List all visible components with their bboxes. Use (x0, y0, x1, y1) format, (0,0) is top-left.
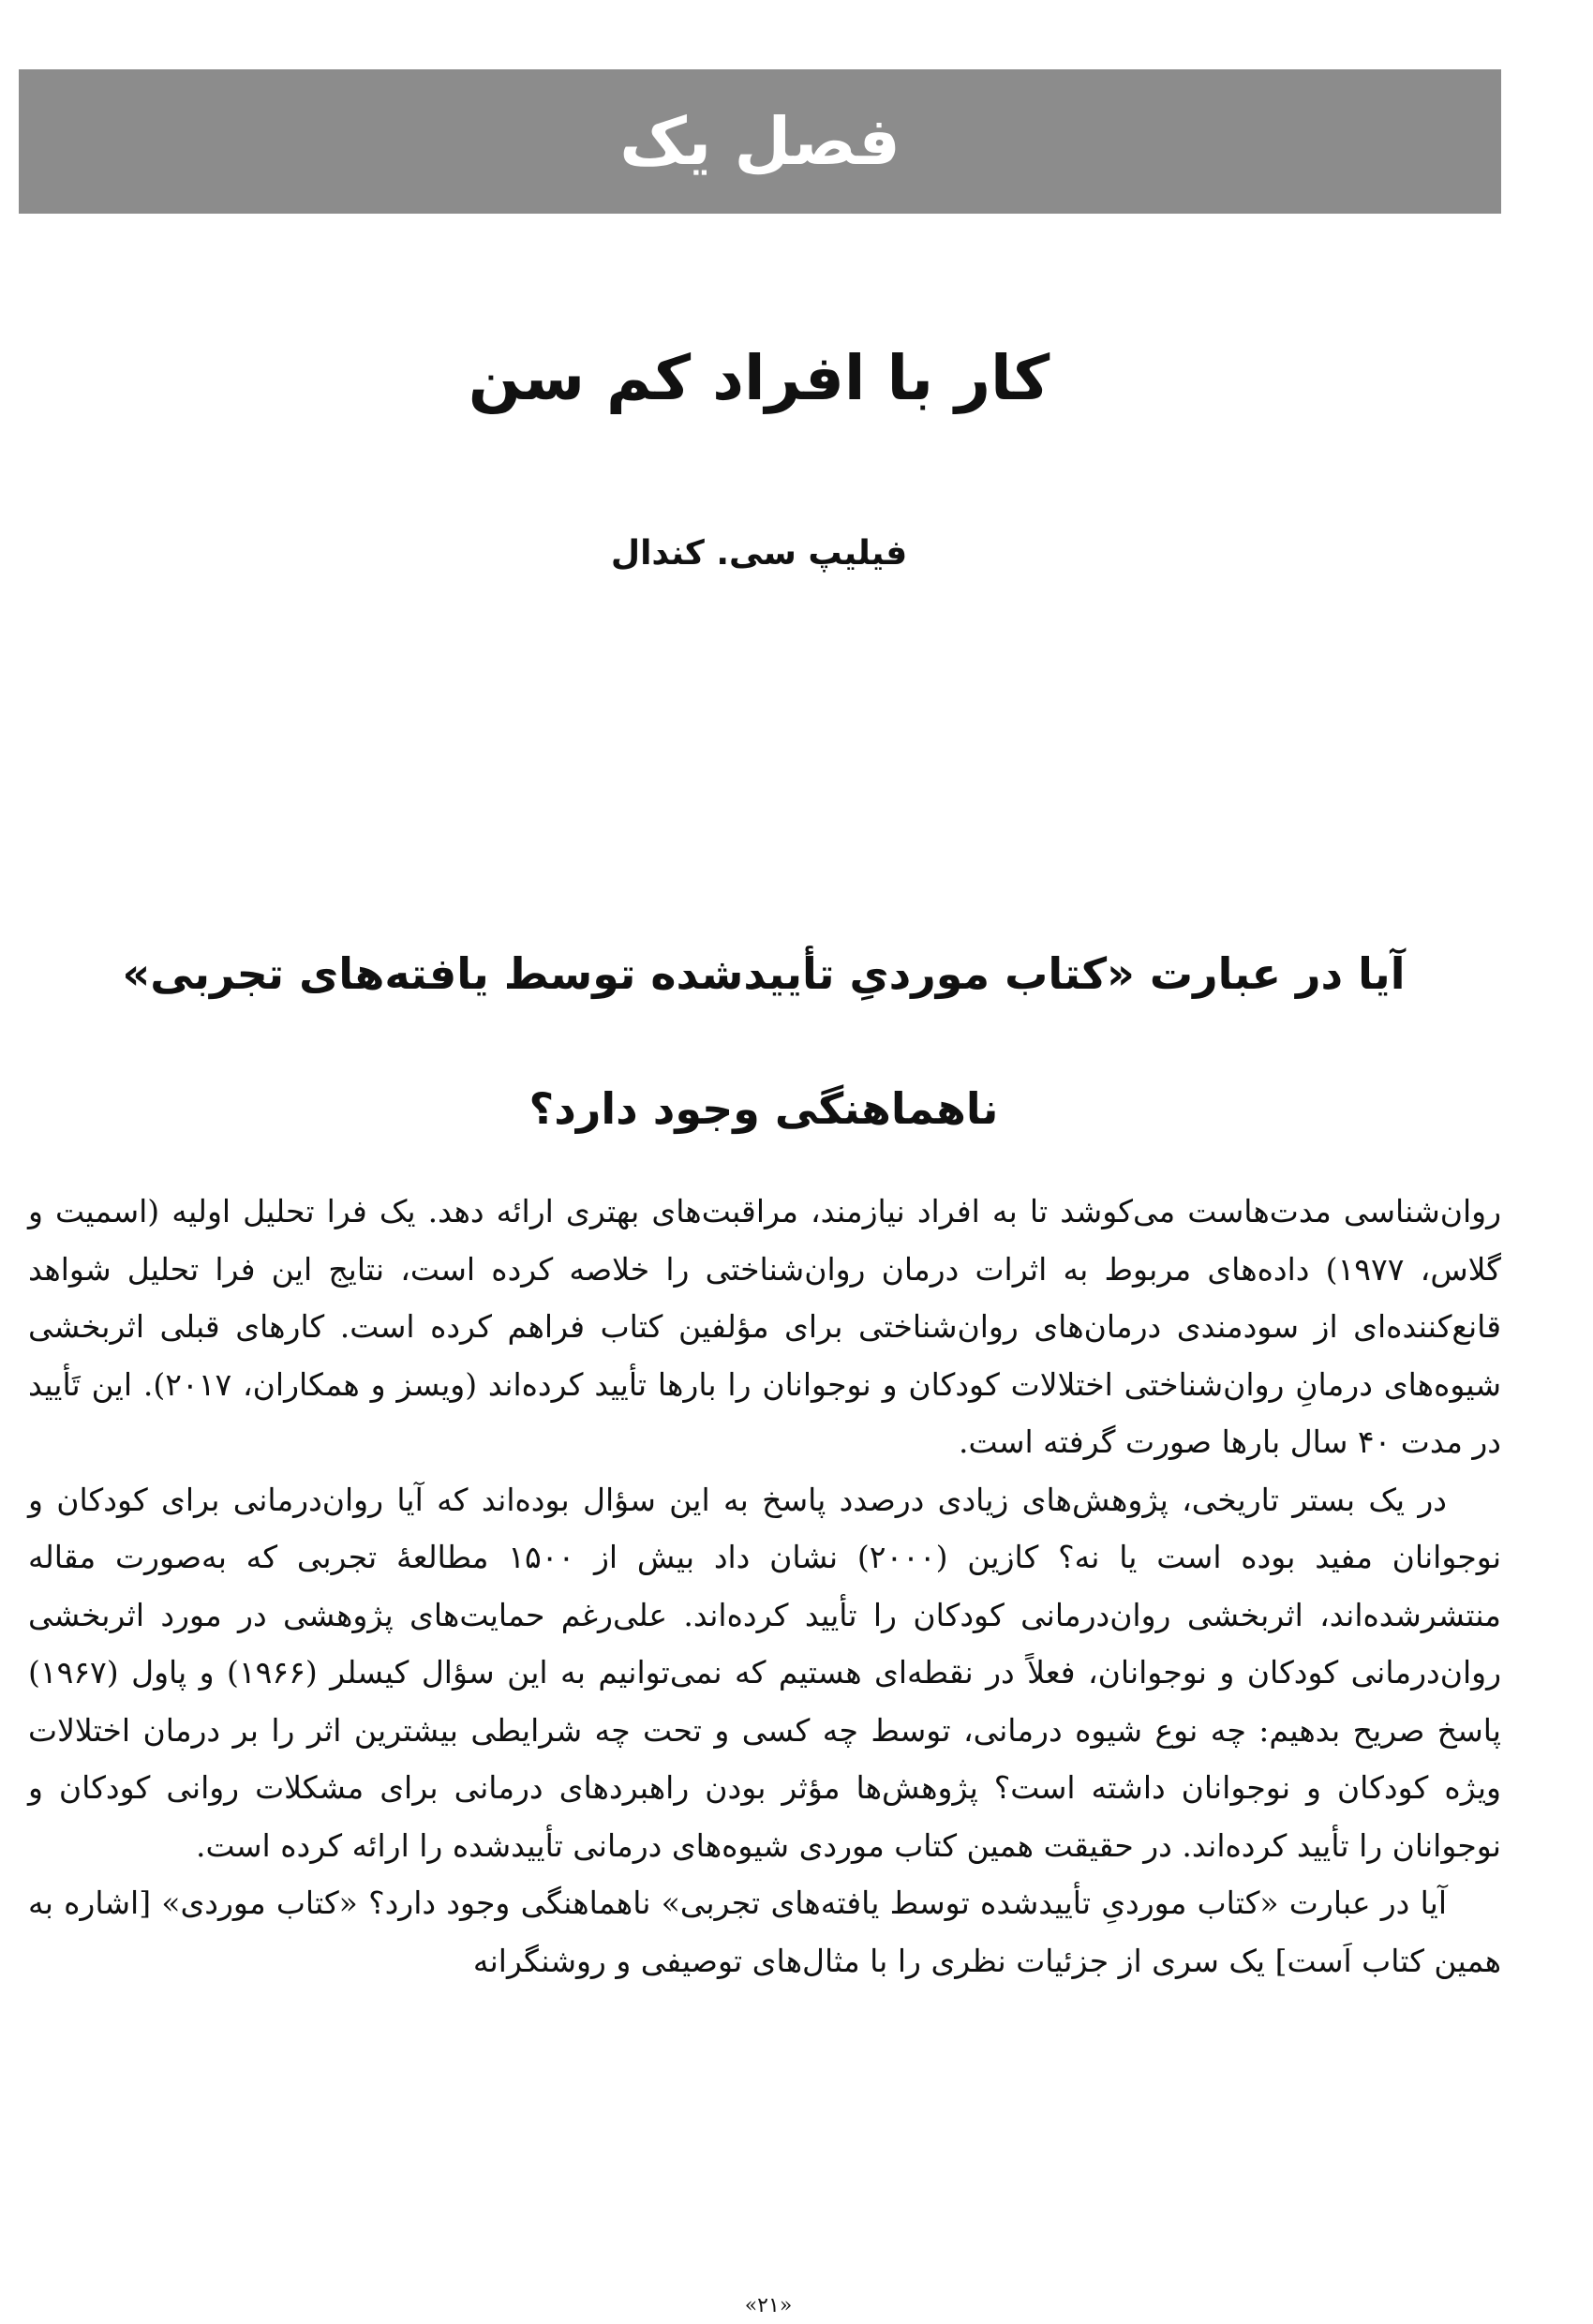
section-heading-line-1: آیا در عبارت «کتاب موردیِ تأییدشده توسط یافته‌های تجربی» (122, 948, 1406, 999)
body-text (28, 1183, 1501, 1989)
author-name: فیلیپ سی. کندال (610, 534, 908, 573)
section-heading-line-2: ناهماهنگی وجود دارد؟ (529, 1083, 999, 1134)
page-number: «۲۱» (744, 2294, 793, 2317)
paragraph: در یک بستر تاریخی، پژوهش‌های زیادی درصدد پاسخ به این سؤال بوده‌اند که آیا روان‌درمانی برای کودکان و نوجوانان مفید بوده است یا نه؟ کازین (۲۰۰۰) نشان داد بیش از ۱۵۰۰ مطالعۀ تجربی که به‌صورت مقاله منتشرشده‌اند، اثربخشی روان‌درمانی کودکان را تأیید کرده‌اند. علی‌رغم حمایت‌های پژوهشی در مورد اثربخشی روان‌درمانی کودکان و نوجوانان، فعلاً در نقطه‌ای هستیم که نمی‌توانیم به این سؤال کیسلر (۱۹۶۶) و پاول (۱۹۶۷) پاسخ صریح بدهیم: چه نوع شیوه درمانی، توسط چه کسی و تحت چه شرایطی بیشترین اثر را بر درمان اختلالات ویژه کودکان و نوجوانان داشته است؟ پژوهش‌ها مؤثر بودن راهبردهای درمانی برای مشکلات روانی کودکان و نوجوانان را تأیید کرده‌اند. در حقیقت همین کتاب موردی شیوه‌های درمانی تأییدشده را ارائه کرده است. (28, 1481, 1502, 1864)
chapter-banner (19, 69, 1501, 214)
chapter-label: فصل یک (619, 103, 901, 180)
chapter-title: کار با افراد کم سن (468, 342, 1050, 414)
paragraph: آیا در عبارت «کتاب موردیِ تأییدشده توسط یافته‌های تجربی» ناهماهنگی وجود دارد؟ «کتاب موردی» [اشاره به همین کتاب اَست] یک سری از جزئیات نظری را با مثال‌های توصیفی و روشنگرانه (28, 1885, 1501, 1979)
paragraph: روان‌شناسی مدت‌هاست می‌کوشد تا به افراد نیازمند، مراقبت‌های بهتری ارائه دهد. یک فرا تحلیل اولیه (اسمیت و گلاس، ۱۹۷۷) داده‌های مربوط به اثرات درمان روان‌شناختی را خلاصه کرده است، نتایج این فرا تحلیل شواهد قانع‌کننده‌ای از سودمندی درمان‌های روان‌شناختی برای مؤلفین کتاب فراهم کرده است. کارهای قبلی اثربخشی شیوه‌های درمانِ روان‌شناختی اختلالات کودکان و نوجوانان را بارها تأیید کرده‌اند (ویسز و همکاران، ۲۰۱۷). این تَأیید در مدت ۴۰ سال بارها صورت گرفته است. (28, 1193, 1501, 1460)
